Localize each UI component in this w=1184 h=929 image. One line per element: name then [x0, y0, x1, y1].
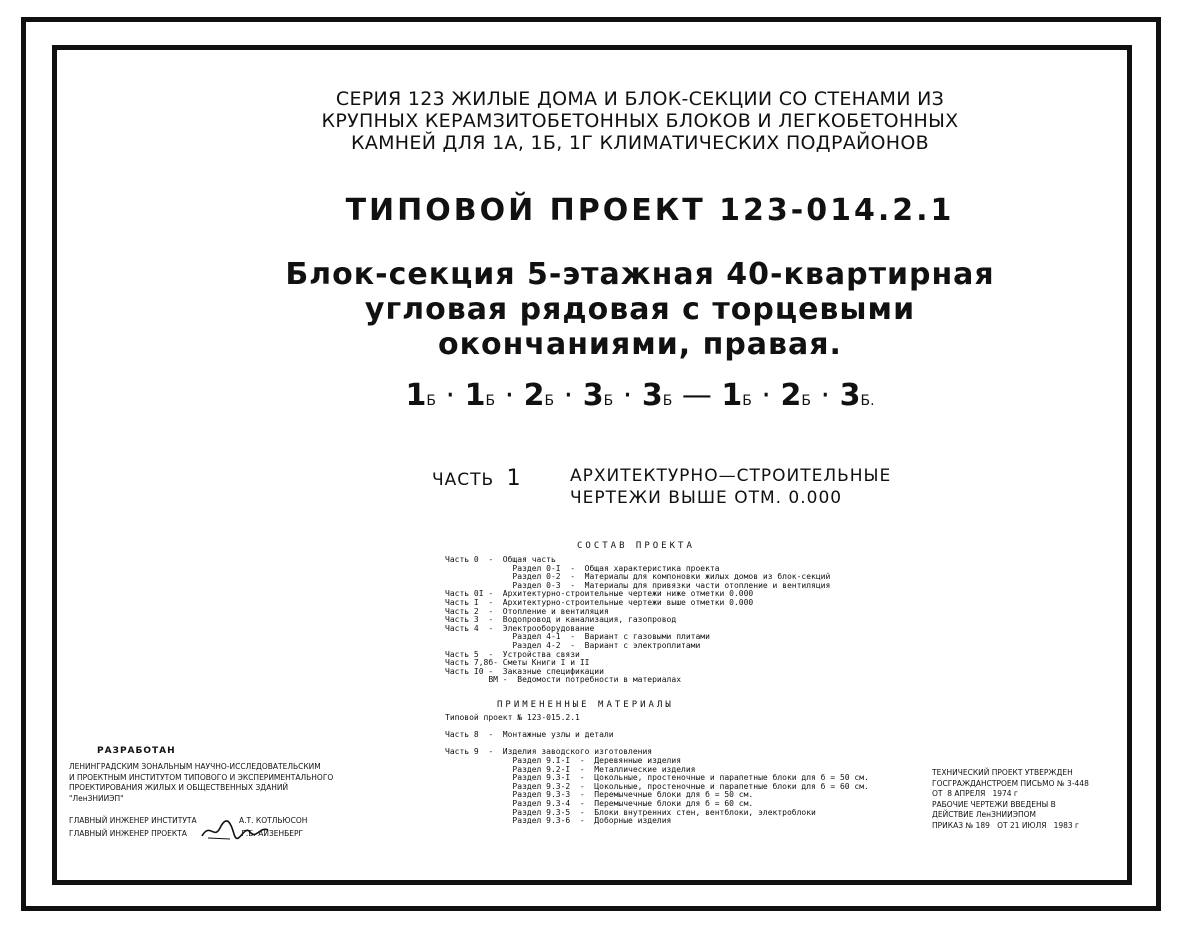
section-code	[524, 378, 583, 413]
approval-line: ГОСГРАЖДАНСТРОЕМ ПИСЬМО № 3-448	[932, 778, 1089, 788]
section-code	[840, 378, 875, 413]
section-code-separator: ·	[435, 378, 465, 413]
section-code-separator: ·	[613, 378, 642, 413]
composition-heading: СОСТАВ ПРОЕКТА	[577, 541, 695, 551]
section-code-subscript: Б	[544, 393, 555, 409]
section-code	[721, 378, 780, 413]
composition-line: Часть 5 - Устройства связи	[445, 649, 580, 659]
subtitle-line-1: Блок-секция 5-этажная 40-квартирная	[285, 257, 995, 292]
composition-line: Часть 4 - Электрооборудование	[445, 623, 595, 633]
composition-line: ВМ - Ведомости потребности в материалах	[445, 675, 682, 685]
section-code-subscript: Б	[485, 393, 496, 409]
project-engineer-label: ГЛАВНЫЙ ИНЖЕНЕР ПРОЕКТА	[69, 829, 187, 838]
applied-heading: ПРИМЕНЕННЫЕ МАТЕРИАЛЫ	[497, 700, 674, 710]
part-number: 1	[506, 466, 522, 491]
developer-heading: РАЗРАБОТАН	[97, 746, 176, 756]
composition-line: Раздел 0-2 - Материалы для компоновки жилых домов из блок-секций	[445, 572, 831, 582]
section-code-separator: ·	[554, 378, 583, 413]
applied-line: Раздел 9.3-6 - Доборные изделия	[445, 816, 672, 826]
composition-line: Часть 3 - Водопровод и канализация, газопровод	[445, 615, 677, 625]
composition-line: Раздел 4-1 - Вариант с газовыми плитами	[445, 632, 710, 642]
section-code-number: 3	[582, 378, 604, 413]
subtitle-line-3: окончаниями, правая.	[438, 327, 842, 362]
composition-list	[445, 556, 830, 685]
section-code	[781, 378, 840, 413]
part-title-1: АРХИТЕКТУРНО—СТРОИТЕЛЬНЫЕ	[570, 466, 892, 486]
project-engineer-name: Г.Б. АЙЗЕНБЕРГ	[241, 829, 304, 838]
applied-line: Раздел 9.3-5 - Блоки внутренних стен, вентблоки, электроблоки	[445, 807, 816, 817]
chief-engineer-label: ГЛАВНЫЙ ИНЖЕНЕР ИНСТИТУТА	[69, 816, 197, 825]
project-title: ТИПОВОЙ ПРОЕКТ 123-014.2.1	[345, 193, 955, 228]
approval-line: ОТ 8 АПРЕЛЯ 1974 г	[932, 789, 1018, 798]
approval-line: ПРИКАЗ № 189 ОТ 21 ИЮЛЯ 1983 г	[932, 820, 1079, 830]
approval-lines	[932, 768, 1089, 831]
part-label	[432, 466, 522, 491]
section-code-subscript: Б.	[860, 393, 875, 409]
chief-engineer-row	[69, 816, 307, 827]
section-code-separator: —	[672, 378, 722, 413]
section-code-subscript: Б	[801, 393, 811, 409]
section-code-number: 1	[721, 378, 743, 413]
developer-line: ПРОЕКТИРОВАНИЯ ЖИЛЫХ И ОБЩЕСТВЕННЫХ ЗДАНИЙ	[69, 783, 289, 792]
applied-line: Раздел 9.3-3 - Перемычечные блоки для б = 50 см.	[445, 790, 754, 800]
developer-line: "ЛенЗНИИЭП"	[69, 793, 124, 803]
section-code-number: 1	[464, 378, 486, 413]
composition-line: Часть 7,8б- Сметы Книги I и II	[445, 658, 590, 668]
composition-line: Часть 2 - Отопление и вентиляция	[445, 606, 609, 616]
applied-list	[445, 714, 869, 826]
composition-line: Часть 0I - Архитектурно-строительные чертежи ниже отметки 0.000	[445, 589, 754, 599]
composition-line: Раздел 0-3 - Материалы для привязки части отопление и вентиляция	[445, 580, 831, 590]
section-code	[465, 378, 524, 413]
composition-line: Раздел 0-I - Общая характеристика проекта	[445, 563, 720, 573]
section-code-number: 2	[780, 378, 802, 413]
developer-line: ЛЕНИНГРАДСКИМ ЗОНАЛЬНЫМ НАУЧНО-ИССЛЕДОВАТЕЛЬСКИМ	[69, 762, 321, 771]
section-code-number: 3	[839, 378, 861, 413]
signature-mark	[200, 818, 270, 842]
approval-line: ТЕХНИЧЕСКИЙ ПРОЕКТ УТВЕРЖДЕН	[932, 768, 1073, 777]
approval-line: ДЕЙСТВИЕ ЛенЗНИИЭПОМ	[932, 810, 1036, 819]
applied-line: Типовой проект № 123-015.2.1	[445, 713, 580, 722]
chief-engineer-name: А.Т. КОТЛЬЮСОН	[239, 816, 308, 825]
part-word: ЧАСТЬ	[432, 470, 495, 490]
composition-line: Часть 0 - Общая часть	[445, 555, 556, 564]
section-code-number: 1	[405, 378, 427, 413]
section-code-separator: ·	[810, 378, 840, 413]
applied-line: Часть 8 - Монтажные узлы и детали	[445, 730, 614, 740]
series-line-2: КРУПНЫХ КЕРАМЗИТОБЕТОННЫХ БЛОКОВ И ЛЕГКОБЕТОННЫХ	[321, 110, 959, 132]
applied-line: Раздел 9.3-2 - Цокольные, простеночные и парапетные блоки для б = 60 см.	[445, 781, 869, 791]
series-line-3: КАМНЕЙ ДЛЯ 1А, 1Б, 1Г КЛИМАТИЧЕСКИХ ПОДРАЙОНОВ	[351, 132, 929, 154]
applied-line: Раздел 9.I-I - Деревянные изделия	[445, 755, 682, 765]
subtitle-line-2: угловая рядовая с торцевыми	[364, 292, 916, 327]
section-code	[405, 378, 464, 413]
applied-line: Раздел 9.3-I - Цокольные, простеночные и парапетные блоки для б = 50 см.	[445, 773, 869, 783]
developer-line: И ПРОЕКТНЫМ ИНСТИТУТОМ ТИПОВОГО И ЭКСПЕРИМЕНТАЛЬНОГО	[69, 772, 334, 782]
part-title-2: ЧЕРТЕЖИ ВЫШЕ ОТМ. 0.000	[570, 488, 843, 508]
section-code-subscript: Б	[662, 393, 673, 409]
section-code	[583, 378, 642, 413]
applied-line: Раздел 9.2-I - Металлические изделия	[445, 764, 696, 774]
applied-line: Часть 9 - Изделия заводского изготовления	[445, 747, 653, 757]
section-code	[642, 378, 722, 413]
section-code-separator: ·	[751, 378, 781, 413]
applied-line: Раздел 9.3-4 - Перемычечные блоки для б = 60 см.	[445, 798, 754, 808]
composition-line: Часть I - Архитектурно-строительные чертежи выше отметки 0.000	[445, 597, 754, 607]
section-code-number: 2	[523, 378, 545, 413]
composition-line: Раздел 4-2 - Вариант с электроплитами	[445, 640, 701, 650]
section-code-subscript: Б	[742, 393, 752, 409]
series-line-1: СЕРИЯ 123 ЖИЛЫЕ ДОМА И БЛОК-СЕКЦИИ СО СТЕНАМИ ИЗ	[335, 88, 945, 110]
section-code-subscript: Б	[426, 393, 436, 409]
section-codes	[330, 378, 950, 413]
composition-line: Часть I0 - Заказные спецификации	[445, 666, 604, 676]
developer-lines	[69, 762, 333, 804]
section-code-number: 3	[641, 378, 663, 413]
approval-line: РАБОЧИЕ ЧЕРТЕЖИ ВВЕДЕНЫ В	[932, 799, 1056, 809]
section-code-subscript: Б	[603, 393, 614, 409]
section-code-separator: ·	[495, 378, 524, 413]
